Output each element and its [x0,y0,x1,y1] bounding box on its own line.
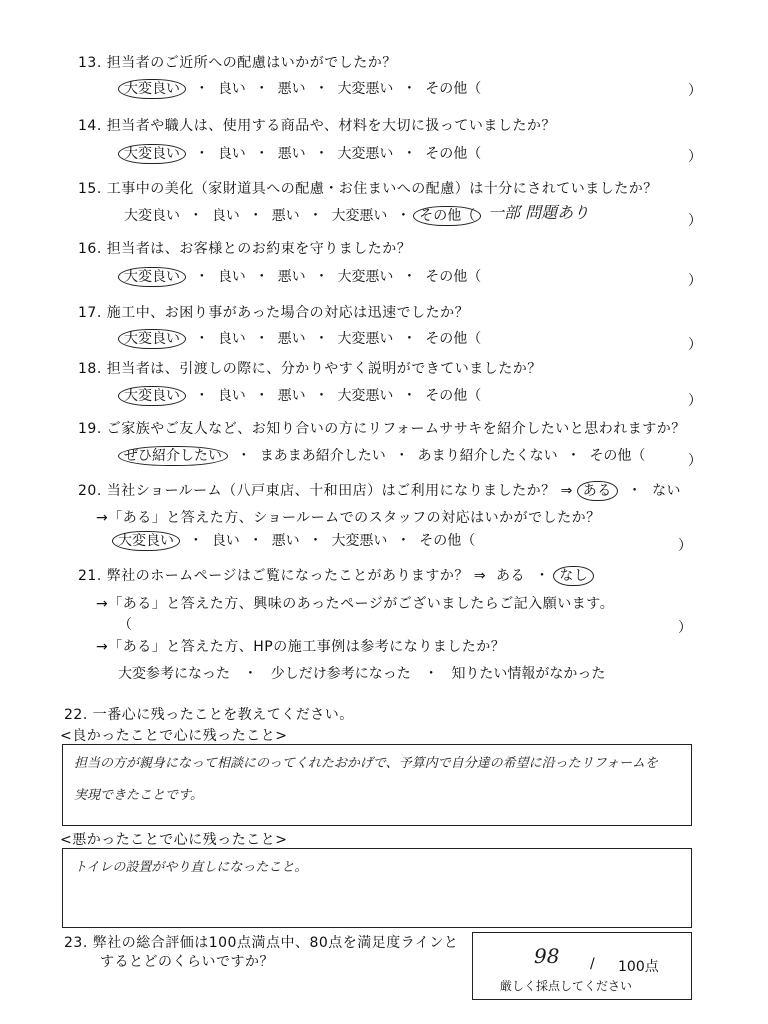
q19-selected-option[interactable]: ぜひ紹介したい [118,446,228,466]
q20-options: 大変良い ・ 良い ・ 悪い ・ 大変悪い ・ その他（ [118,530,475,550]
question-23-line-2: するとどのくらいですか？ [100,954,274,970]
q14-options: 大変良い ・ 良い ・ 悪い ・ 大変悪い ・ その他（ [124,143,481,163]
question-16: 16. 担当者は、お客様とのお約束を守りましたか？ [78,241,412,257]
q22-bad-label: <悪かったことで心に残ったこと> [60,832,288,848]
q15-options: 大変良い ・ 良い ・ 悪い ・ 大変悪い ・ その他（ [124,205,481,225]
score-note: 厳しく採点してください [500,979,633,993]
q13-close: ） [688,83,702,99]
q18-options: 大変良い ・ 良い ・ 悪い ・ 大変悪い ・ その他（ [124,385,481,405]
question-14: 14. 担当者や職人は、使用する商品や、材料を大切に扱っていましたか？ [78,118,556,134]
q18-close: ） [688,393,702,409]
q13-selected-option[interactable]: 大変良い [118,79,186,99]
q15-other-answer[interactable]: 一部 問題あり [488,203,590,222]
q22-good-line-2: 実現できたことです。 [74,788,203,803]
question-18: 18. 担当者は、引渡しの際に、分かりやすく説明ができていましたか？ [78,361,542,377]
q21-followup-2: →「ある」と答えた方、HPの施工事例は参考になりましたか？ [96,639,506,655]
q22-bad-line-1: トイレの設置がやり直しになったこと。 [74,860,308,875]
q15-selected-option[interactable]: その他（ [413,206,481,226]
q22-good-line-1: 担当の方が親身になって相談にのってくれたおかげで、予算内で自分達の希望に沿ったリフォームを [74,756,658,771]
q21-options: 大変参考になった ・ 少しだけ参考になった ・ 知りたい情報がなかった [118,666,606,682]
q21-followup-1: →「ある」と答えた方、興味のあったページがございましたらご記入願います。 [96,596,615,612]
q20-selected-option[interactable]: 大変良い [112,531,180,551]
q17-selected-option[interactable]: 大変良い [118,329,186,349]
question-19: 19. ご家族やご友人など、お知り合いの方にリフォームササキを紹介したいと思われますか？ [78,421,686,437]
q15-close: ） [688,213,702,229]
q20-close: ） [678,538,692,554]
question-17: 17. 施工中、お困り事があった場合の対応は迅速でしたか？ [78,305,470,321]
q20-followup: →「ある」と答えた方、ショールームでのスタッフの対応はいかがでしたか？ [96,510,601,526]
q21-close-paren: ） [678,620,692,636]
question-22: 22. 一番心に残ったことを教えてください。 [64,707,354,723]
score-value: 98 [534,944,560,968]
q16-close: ） [688,273,702,289]
q21-open-paren: （ [118,617,132,633]
score-slash: / [590,956,595,972]
q20-no[interactable]: ない [652,483,682,499]
question-13: 13. 担当者のご近所への配慮はいかがでしたか？ [78,55,397,71]
q17-options: 大変良い ・ 良い ・ 悪い ・ 大変悪い ・ その他（ [124,328,481,348]
q19-close: ） [688,453,702,469]
q22-good-label: <良かったことで心に残ったこと> [60,728,288,744]
q16-selected-option[interactable]: 大変良い [118,267,186,287]
q14-close: ） [688,149,702,165]
q18-selected-option[interactable]: 大変良い [118,386,186,406]
question-20: 20. 当社ショールーム（八戸東店、十和田店）はご利用になりましたか？ ⇒ ある ・ ない [78,483,682,499]
q14-selected-option[interactable]: 大変良い [118,144,186,164]
question-23: 23. 弊社の総合評価は100点満点中、80点を満足度ラインと [64,935,459,951]
q13-options: 大変良い ・ 良い ・ 悪い ・ 大変悪い ・ その他（ [124,78,481,98]
score-max: 100点 [618,959,659,975]
q16-options: 大変良い ・ 良い ・ 悪い ・ 大変悪い ・ その他（ [124,266,481,286]
question-21: 21. 弊社のホームページはご覧になったことがありますか？ ⇒ ある ・ なし [78,565,594,585]
q21-selected-no[interactable]: なし [553,566,594,586]
q21-yes[interactable]: ある [496,568,526,584]
q20-selected-yes[interactable]: ある [577,481,618,501]
q19-options: ぜひ紹介したい ・ まあまあ紹介したい ・ あまり紹介したくない ・ その他（ [124,445,645,465]
question-15: 15. 工事中の美化（家財道具への配慮・お住まいへの配慮）は十分にされていましたか？ [78,181,658,197]
q17-close: ） [688,337,702,353]
